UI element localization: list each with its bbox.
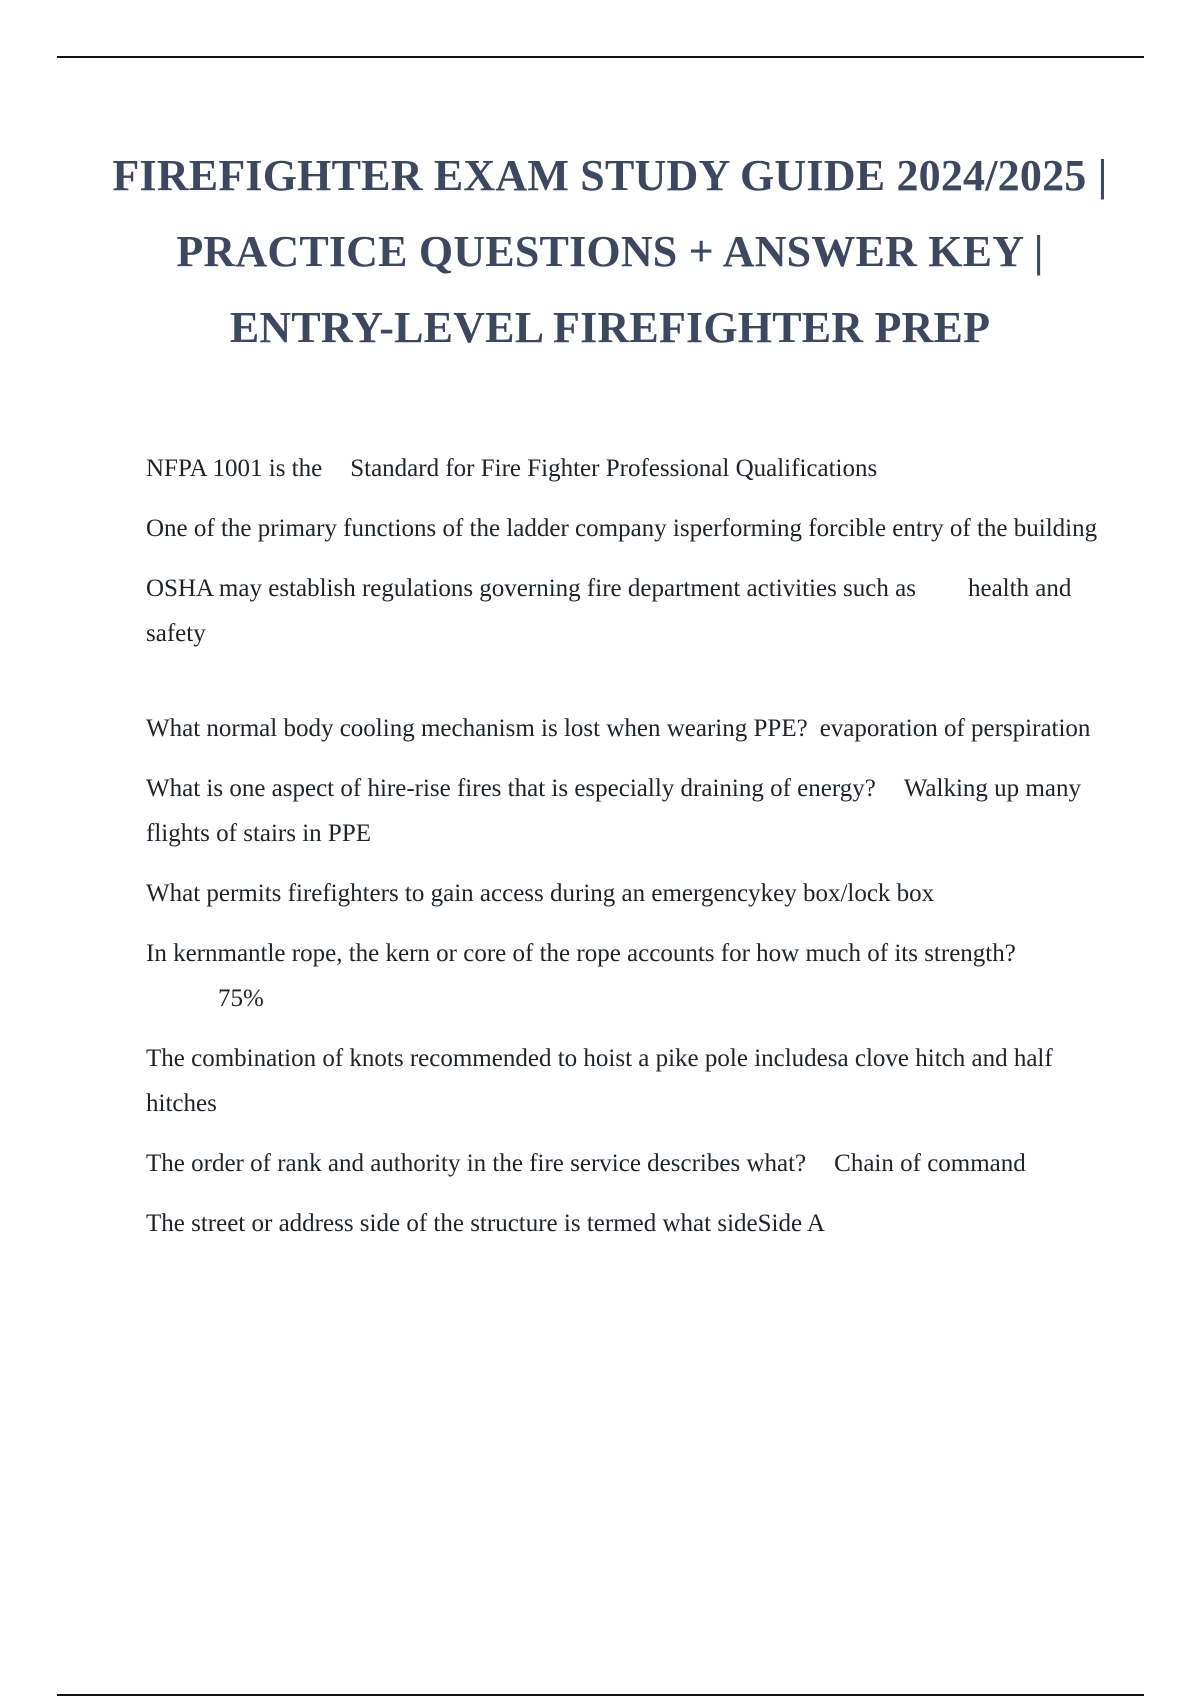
qa-item — [146, 1201, 1101, 1246]
bottom-rule — [57, 1694, 1144, 1696]
answer: key box/lock box — [760, 880, 935, 907]
qa-item — [146, 506, 1101, 551]
qa-item — [146, 931, 1101, 1021]
title-line-1: FIREFIGHTER EXAM STUDY GUIDE 2024/2025 | — [112, 151, 1108, 200]
answer: health and safety — [146, 575, 1072, 647]
answer: evaporation of perspiration — [819, 715, 1091, 742]
question: NFPA 1001 is the — [146, 455, 323, 482]
qa-item — [146, 566, 1101, 656]
answer: Standard for Fire Fighter Professional Qualifications — [350, 455, 878, 482]
qa-item — [146, 706, 1101, 751]
document-title — [110, 138, 1110, 366]
question: The order of rank and authority in the fire service describes what? — [146, 1150, 807, 1177]
answer: Walking up many flights of stairs in PPE — [146, 775, 1081, 847]
answer: 75% — [218, 985, 264, 1012]
answer: performing forcible entry of the building — [689, 515, 1098, 542]
question: In kernmantle rope, the kern or core of the rope accounts for how much of its strength? — [146, 940, 1016, 967]
question: The street or address side of the structure is termed what side — [146, 1210, 758, 1237]
answer: Side A — [757, 1210, 825, 1237]
question: OSHA may establish regulations governing fire department activities such as — [146, 575, 916, 602]
title-line-3: ENTRY-LEVEL FIREFIGHTER PREP — [229, 303, 991, 352]
question: What permits firefighters to gain access during an emergency — [146, 880, 761, 907]
question: What normal body cooling mechanism is lost when wearing PPE? — [146, 715, 808, 742]
question: One of the primary functions of the ladder company is — [146, 515, 690, 542]
question: The combination of knots recommended to hoist a pike pole includes — [146, 1045, 838, 1072]
qa-item — [146, 871, 1101, 916]
qa-item — [146, 766, 1101, 856]
answer: a clove hitch and half hitches — [146, 1045, 1053, 1117]
qa-item — [146, 1141, 1101, 1186]
question: What is one aspect of hire-rise fires that is especially draining of energy? — [146, 775, 876, 802]
qa-item — [146, 446, 1101, 491]
qa-list — [146, 446, 1101, 1261]
top-rule — [57, 56, 1144, 58]
title-line-2: PRACTICE QUESTIONS + ANSWER KEY | — [176, 227, 1044, 276]
qa-item — [146, 1036, 1101, 1126]
answer: Chain of command — [834, 1150, 1026, 1177]
